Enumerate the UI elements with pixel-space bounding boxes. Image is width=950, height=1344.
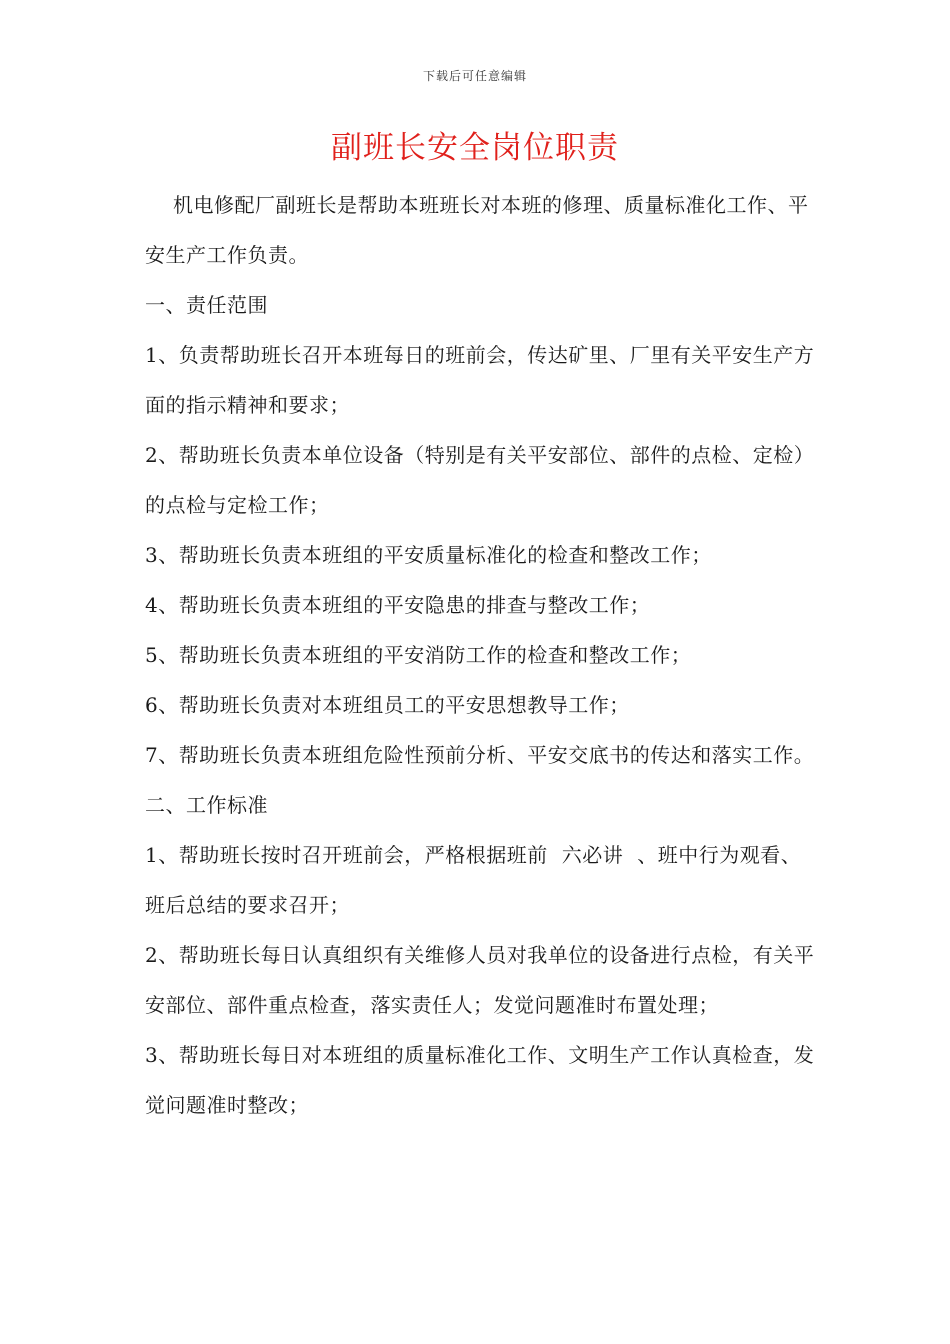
header-note: 下载后可任意编辑 [422, 69, 527, 83]
list-item: 6、帮助班长负责对本班组员工的平安思想教导工作； [145, 693, 630, 717]
list-item: 1、负责帮助班长召开本班每日的班前会，传达矿里、厂里有关平安生产方面的指示精神和要求； [145, 343, 815, 417]
list-item: 2、帮助班长每日认真组织有关维修人员对我单位的设备进行点检，有关平安部位、部件重点检查，落实责任人；发觉问题准时布置处理； [145, 943, 815, 1017]
document-body [145, 180, 815, 1130]
list-item [145, 830, 815, 930]
list-item: 5、帮助班长负责本班组的平安消防工作的检查和整改工作； [145, 643, 692, 667]
page-title: 副班长安全岗位职责 [331, 130, 619, 166]
list-item: 3、帮助班长负责本班组的平安质量标准化的检查和整改工作； [145, 543, 712, 567]
list-item: 7、帮助班长负责本班组危险性预前分析、平安交底书的传达和落实工作。 [145, 743, 815, 767]
intro-paragraph: 机电修配厂副班长是帮助本班班长对本班的修理、质量标准化工作、平安生产工作负责。 [145, 193, 809, 267]
item-quote: 六必讲 [561, 843, 624, 867]
section-heading-scope: 一、责任范围 [145, 293, 268, 317]
list-item: 2、帮助班长负责本单位设备（特别是有关平安部位、部件的点检、定检）的点检与定检工作； [145, 443, 815, 517]
list-item: 4、帮助班长负责本班组的平安隐患的排查与整改工作； [145, 593, 651, 617]
section-heading-standards: 二、工作标准 [145, 793, 268, 817]
item-text: 1、帮助班长按时召开班前会，严格根据班前 [145, 843, 548, 867]
item-text: 、班中行为观看、班后总结的要求召开； [145, 843, 802, 917]
list-item: 3、帮助班长每日对本班组的质量标准化工作、文明生产工作认真检查，发觉问题准时整改； [145, 1043, 815, 1117]
